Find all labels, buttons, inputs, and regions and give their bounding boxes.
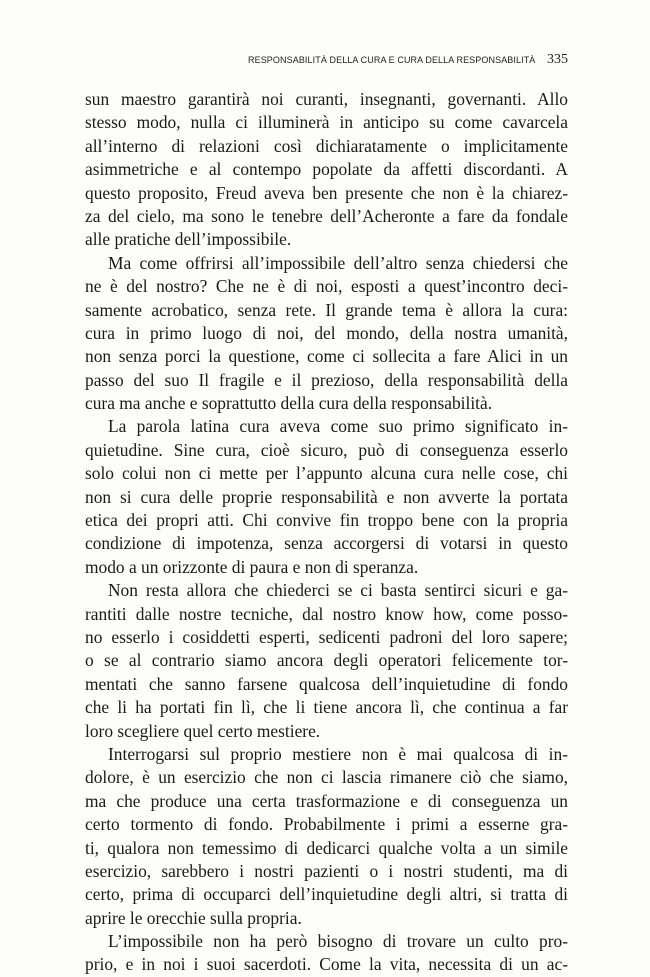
text-line: samente acrobatico, senza rete. Il grande tema è allora la cura: xyxy=(85,299,568,320)
text-line: modo a un orizzonte di paura e non di speranza. xyxy=(85,556,419,577)
text-line: passo del suo Il fragile e il prezioso, della responsabilità della xyxy=(85,369,568,390)
text-line: all’interno di relazioni così dichiaratamente o implicitamente xyxy=(85,135,568,156)
page-number: 335 xyxy=(547,52,568,67)
text-line: aprire le orecchie sulla propria. xyxy=(85,907,302,928)
text-line: za del cielo, ma sono le tenebre dell’Acheronte a fare da fondale xyxy=(85,205,568,226)
text-line: certo, prima di occuparci dell’inquietudine degli altri, si tratta di xyxy=(85,884,568,905)
text-line: quietudine. Sine cura, cioè sicuro, può di conseguenza esserlo xyxy=(85,439,568,460)
text-line: non senza porci la questione, come ci sollecita a fare Alici in un xyxy=(85,346,568,367)
text-line: etica dei propri atti. Chi convive fin troppo bene con la propria xyxy=(85,510,568,531)
text-line: dolore, è un esercizio che non ci lascia rimanere ciò che siamo, xyxy=(85,767,568,788)
text-line: solo colui non ci mette per l’appunto alcuna cura nelle cose, chi xyxy=(85,463,568,484)
text-line: Non resta allora che chiederci se ci basta sentirci sicuri e ga- xyxy=(108,580,568,601)
text-line: Ma come offrirsi all’impossibile dell’altro senza chiedersi che xyxy=(108,252,568,273)
text-line: cura in primo luogo di noi, del mondo, della nostra umanità, xyxy=(85,322,568,343)
text-line: prio, e in noi i suoi sacerdoti. Come la vita, necessita di un ac- xyxy=(85,954,568,975)
text-line: asimmetriche e al contempo popolate da affetti discordanti. A xyxy=(85,159,568,180)
text-line: Interrogarsi sul proprio mestiere non è mai qualcosa di in- xyxy=(108,743,568,764)
text-line: alle pratiche dell’impossibile. xyxy=(85,229,292,250)
text-line: cura ma anche e soprattutto della cura della responsabilità. xyxy=(85,393,493,414)
body-text xyxy=(85,88,568,977)
text-line: esercizio, sarebbero i nostri pazienti o i nostri studenti, ma di xyxy=(85,860,568,881)
text-line: non si cura delle proprie responsabilità e non avverte la portata xyxy=(85,486,568,507)
text-line: ma che produce una certa trasformazione e di conseguenza un xyxy=(85,790,568,811)
running-title: RESPONSABILITÀ DELLA CURA E CURA DELLA RESPONSABILITÀ xyxy=(248,55,536,65)
text-line: ne è del nostro? Che ne è di noi, esposti a quest’incontro deci- xyxy=(85,276,568,297)
running-header xyxy=(248,52,568,68)
text-line: mentati che sanno farsene qualcosa dell’inquietudine di fondo xyxy=(85,673,568,694)
text-line: sun maestro garantirà noi curanti, insegnanti, governanti. Allo xyxy=(85,89,568,109)
text-line: La parola latina cura aveva come suo primo significato in- xyxy=(108,416,568,437)
text-line: o se al contrario siamo ancora degli operatori felicemente tor- xyxy=(85,650,568,671)
text-line: ti, qualora non temessimo di dedicarci qualche volta a un simile xyxy=(85,837,568,858)
text-line: certo tormento di fondo. Probabilmente i primi a esserne gra- xyxy=(85,814,568,835)
text-line: no esserlo i cosiddetti esperti, sedicenti padroni del loro sapere; xyxy=(85,626,568,647)
text-line: rantiti dalle nostre tecniche, dal nostro know how, come posso- xyxy=(85,603,568,624)
text-line: questo proposito, Freud aveva ben presente che non è la chiarez- xyxy=(85,182,568,203)
text-line: L’impossibile non ha però bisogno di trovare un culto pro- xyxy=(108,931,568,952)
text-line: condizione di impotenza, senza accorgersi di votarsi in questo xyxy=(85,533,568,554)
text-line: che li ha portati fin lì, che li tiene ancora lì, che continua a far xyxy=(85,697,568,718)
text-line: loro scegliere quel certo mestiere. xyxy=(85,720,321,741)
text-line: stesso modo, nulla ci illuminerà in anticipo su come cavarcela xyxy=(85,112,568,133)
